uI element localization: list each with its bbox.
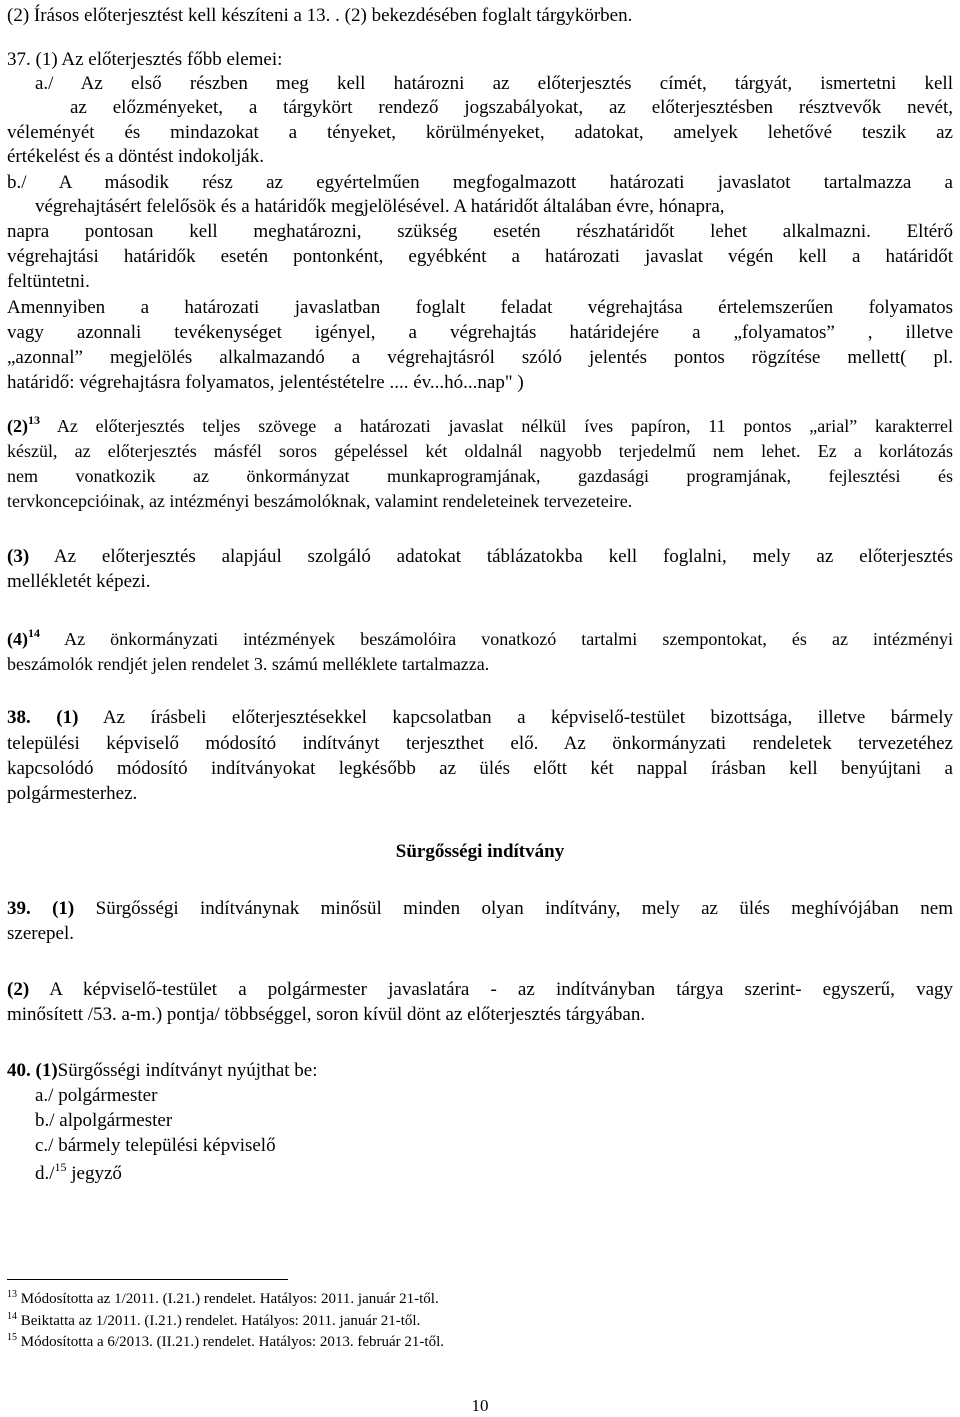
- paragraph-line: készül, az előterjesztés másfél soros gépeléssel két oldalnál nagyobb terjedelmű nem lehet. Ez a korlátozás: [7, 441, 953, 461]
- paragraph-label: (1): [30, 707, 79, 728]
- paragraph-line: Amennyiben a határozati javaslatban foglalt feladat végrehajtása értelemszerűen folyamatos: [7, 297, 953, 318]
- page-number: 10: [471, 1396, 489, 1415]
- text-run: végrehajtásért felelősök és a határidők megjelölésével.: [35, 196, 450, 217]
- paragraph-line: polgármesterhez.: [7, 783, 138, 804]
- paragraph-line: [7, 414, 953, 438]
- list-item: c./ bármely települési képviselő: [35, 1135, 276, 1156]
- paragraph-label: (2): [7, 979, 30, 1000]
- paragraph-line: a./ Az első részben meg kell határozni az előterjesztés címét, tárgyát, ismertetni kell: [35, 73, 953, 94]
- section-number: 38.: [7, 707, 31, 728]
- paragraph-label: (1): [30, 898, 75, 919]
- text-run: Az írásbeli előterjesztésekkel kapcsolatban a képviselő-testület bizottsága, illetve bármely: [78, 707, 953, 728]
- paragraph-line: mellékletét képezi.: [7, 571, 151, 592]
- list-item: a./ polgármester: [35, 1085, 158, 1106]
- paragraph-label: (4): [7, 629, 28, 649]
- paragraph-line: települési képviselő módosító indítványt terjeszthet elő. Az önkormányzati rendeletek tervezetéhez: [7, 733, 953, 754]
- footnote-separator: [7, 1279, 288, 1280]
- paragraph-line: [7, 897, 953, 921]
- paragraph-line: „azonnal” megjelölés alkalmazandó a végrehajtásról szóló jelentés pontos rögzítése mellett( pl.: [7, 347, 953, 368]
- footnote: $^{14}$ Beiktatta az 1/2011. (I.21.) rendelet. Hatályos: 2011. január 21-től.: [7, 1311, 421, 1329]
- paragraph-label: (3): [7, 546, 30, 567]
- paragraph-line: [7, 627, 953, 651]
- paragraph-line: véleményét és mindazokat a tényeket, körülményeket, adatokat, amelyek lehetővé teszik az: [7, 122, 953, 143]
- list-item: b./ alpolgármester: [35, 1110, 173, 1131]
- paragraph-line: az előzményeket, a tárgykört rendező jogszabályokat, az előterjesztésben résztvevők nevét,: [70, 97, 953, 118]
- paragraph-line: nem vonatkozik az önkormányzat munkaprogramjának, gazdasági programjának, fejlesztési és: [7, 466, 953, 486]
- paragraph-line: értékelést és a döntést indokolják.: [7, 146, 264, 167]
- paragraph-line: napra pontosan kell meghatározni, szükség esetén részhatáridőt lehet alkalmazni. Eltérő: [7, 221, 953, 242]
- paragraph-line: határidő: végrehajtásra folyamatos, jelentéstételre .... év...hó...nap" ): [7, 372, 524, 393]
- paragraph-line: tervkoncepcióinak, az intézményi beszámolóknak, valamint rendeleteinek tervezeteire.: [7, 491, 633, 511]
- text-run: Az előterjesztés alapjául szolgáló adatokat táblázatokba kell foglalni, mely az előterjesztés: [29, 546, 953, 567]
- text-run: Az előterjesztés teljes szövege a határozati javaslat nélkül íves papíron, 11 pontos „arial” karakterrel: [40, 416, 953, 436]
- paragraph-line: végrehajtási határidők esetén pontonként, egyébként a határozati javaslat végén kell a határidőt: [7, 246, 953, 267]
- footnote: $^{13}$ Módosította az 1/2011. (I.21.) rendelet. Hatályos: 2011. január 21-től.: [7, 1289, 439, 1307]
- list-item: d./$^{15}$ jegyző: [35, 1160, 122, 1184]
- paragraph-line: [7, 1059, 953, 1083]
- paragraph-label: (1): [30, 1060, 58, 1081]
- paragraph-line: (2) Írásos előterjesztést kell készíteni a 13. . (2) bekezdésében foglalt tárgykörben.: [7, 5, 633, 26]
- footnote: $^{15}$ Módosította a 6/2013. (II.21.) rendelet. Hatályos: 2013. február 21-től.: [7, 1332, 444, 1350]
- paragraph-line: vagy azonnali tevékenységet igényel, a végrehajtás határidejére a „folyamatos” , illetve: [7, 322, 953, 343]
- text-run: Sürgősségi indítványnak minősül minden olyan indítvány, mely az ülés meghívójában nem: [74, 898, 953, 919]
- paragraph-line: [7, 545, 953, 569]
- text-run: Az önkormányzati intézmények beszámolóira vonatkozó tartalmi szempontokat, és az intézményi: [40, 629, 953, 649]
- text-run: A képviselő-testület a polgármester javaslatára - az indítványban tárgya szerint- egyszerű, vagy: [29, 979, 953, 1000]
- section-number: 40.: [7, 1060, 31, 1081]
- paragraph-line: [35, 195, 953, 219]
- text-run: A határidőt általában évre, hónapra,: [449, 196, 725, 217]
- paragraph-line: beszámolók rendjét jelen rendelet 3. számú melléklete tartalmazza.: [7, 654, 490, 674]
- section-heading: Sürgősségi indítvány: [395, 841, 565, 862]
- section-number: 39.: [7, 898, 31, 919]
- footnote-ref: 13: [28, 413, 40, 427]
- footnote-ref: 14: [28, 626, 40, 640]
- paragraph-line: b./ A második rész az egyértelműen megfogalmazott határozati javaslatot tartalmazza a: [7, 172, 953, 193]
- paragraph-line: [7, 706, 953, 730]
- paragraph-line: feltüntetni.: [7, 271, 90, 292]
- paragraph-line: szerepel.: [7, 923, 74, 944]
- footnote-ref: 15: [54, 1160, 67, 1174]
- section-37-heading: 37. (1) Az előterjesztés főbb elemei:: [7, 49, 283, 70]
- paragraph-label: (2): [7, 416, 28, 436]
- paragraph-line: kapcsolódó módosító indítványokat legkésőbb az ülés előtt két nappal írásban kell benyújtani a: [7, 758, 953, 779]
- paragraph-line: [7, 978, 953, 1002]
- text-run: Sürgősségi indítványt nyújthat be:: [57, 1060, 318, 1081]
- paragraph-line: minősített /53. a-m.) pontja/ többséggel, soron kívül dönt az előterjesztés tárgyában.: [7, 1004, 646, 1025]
